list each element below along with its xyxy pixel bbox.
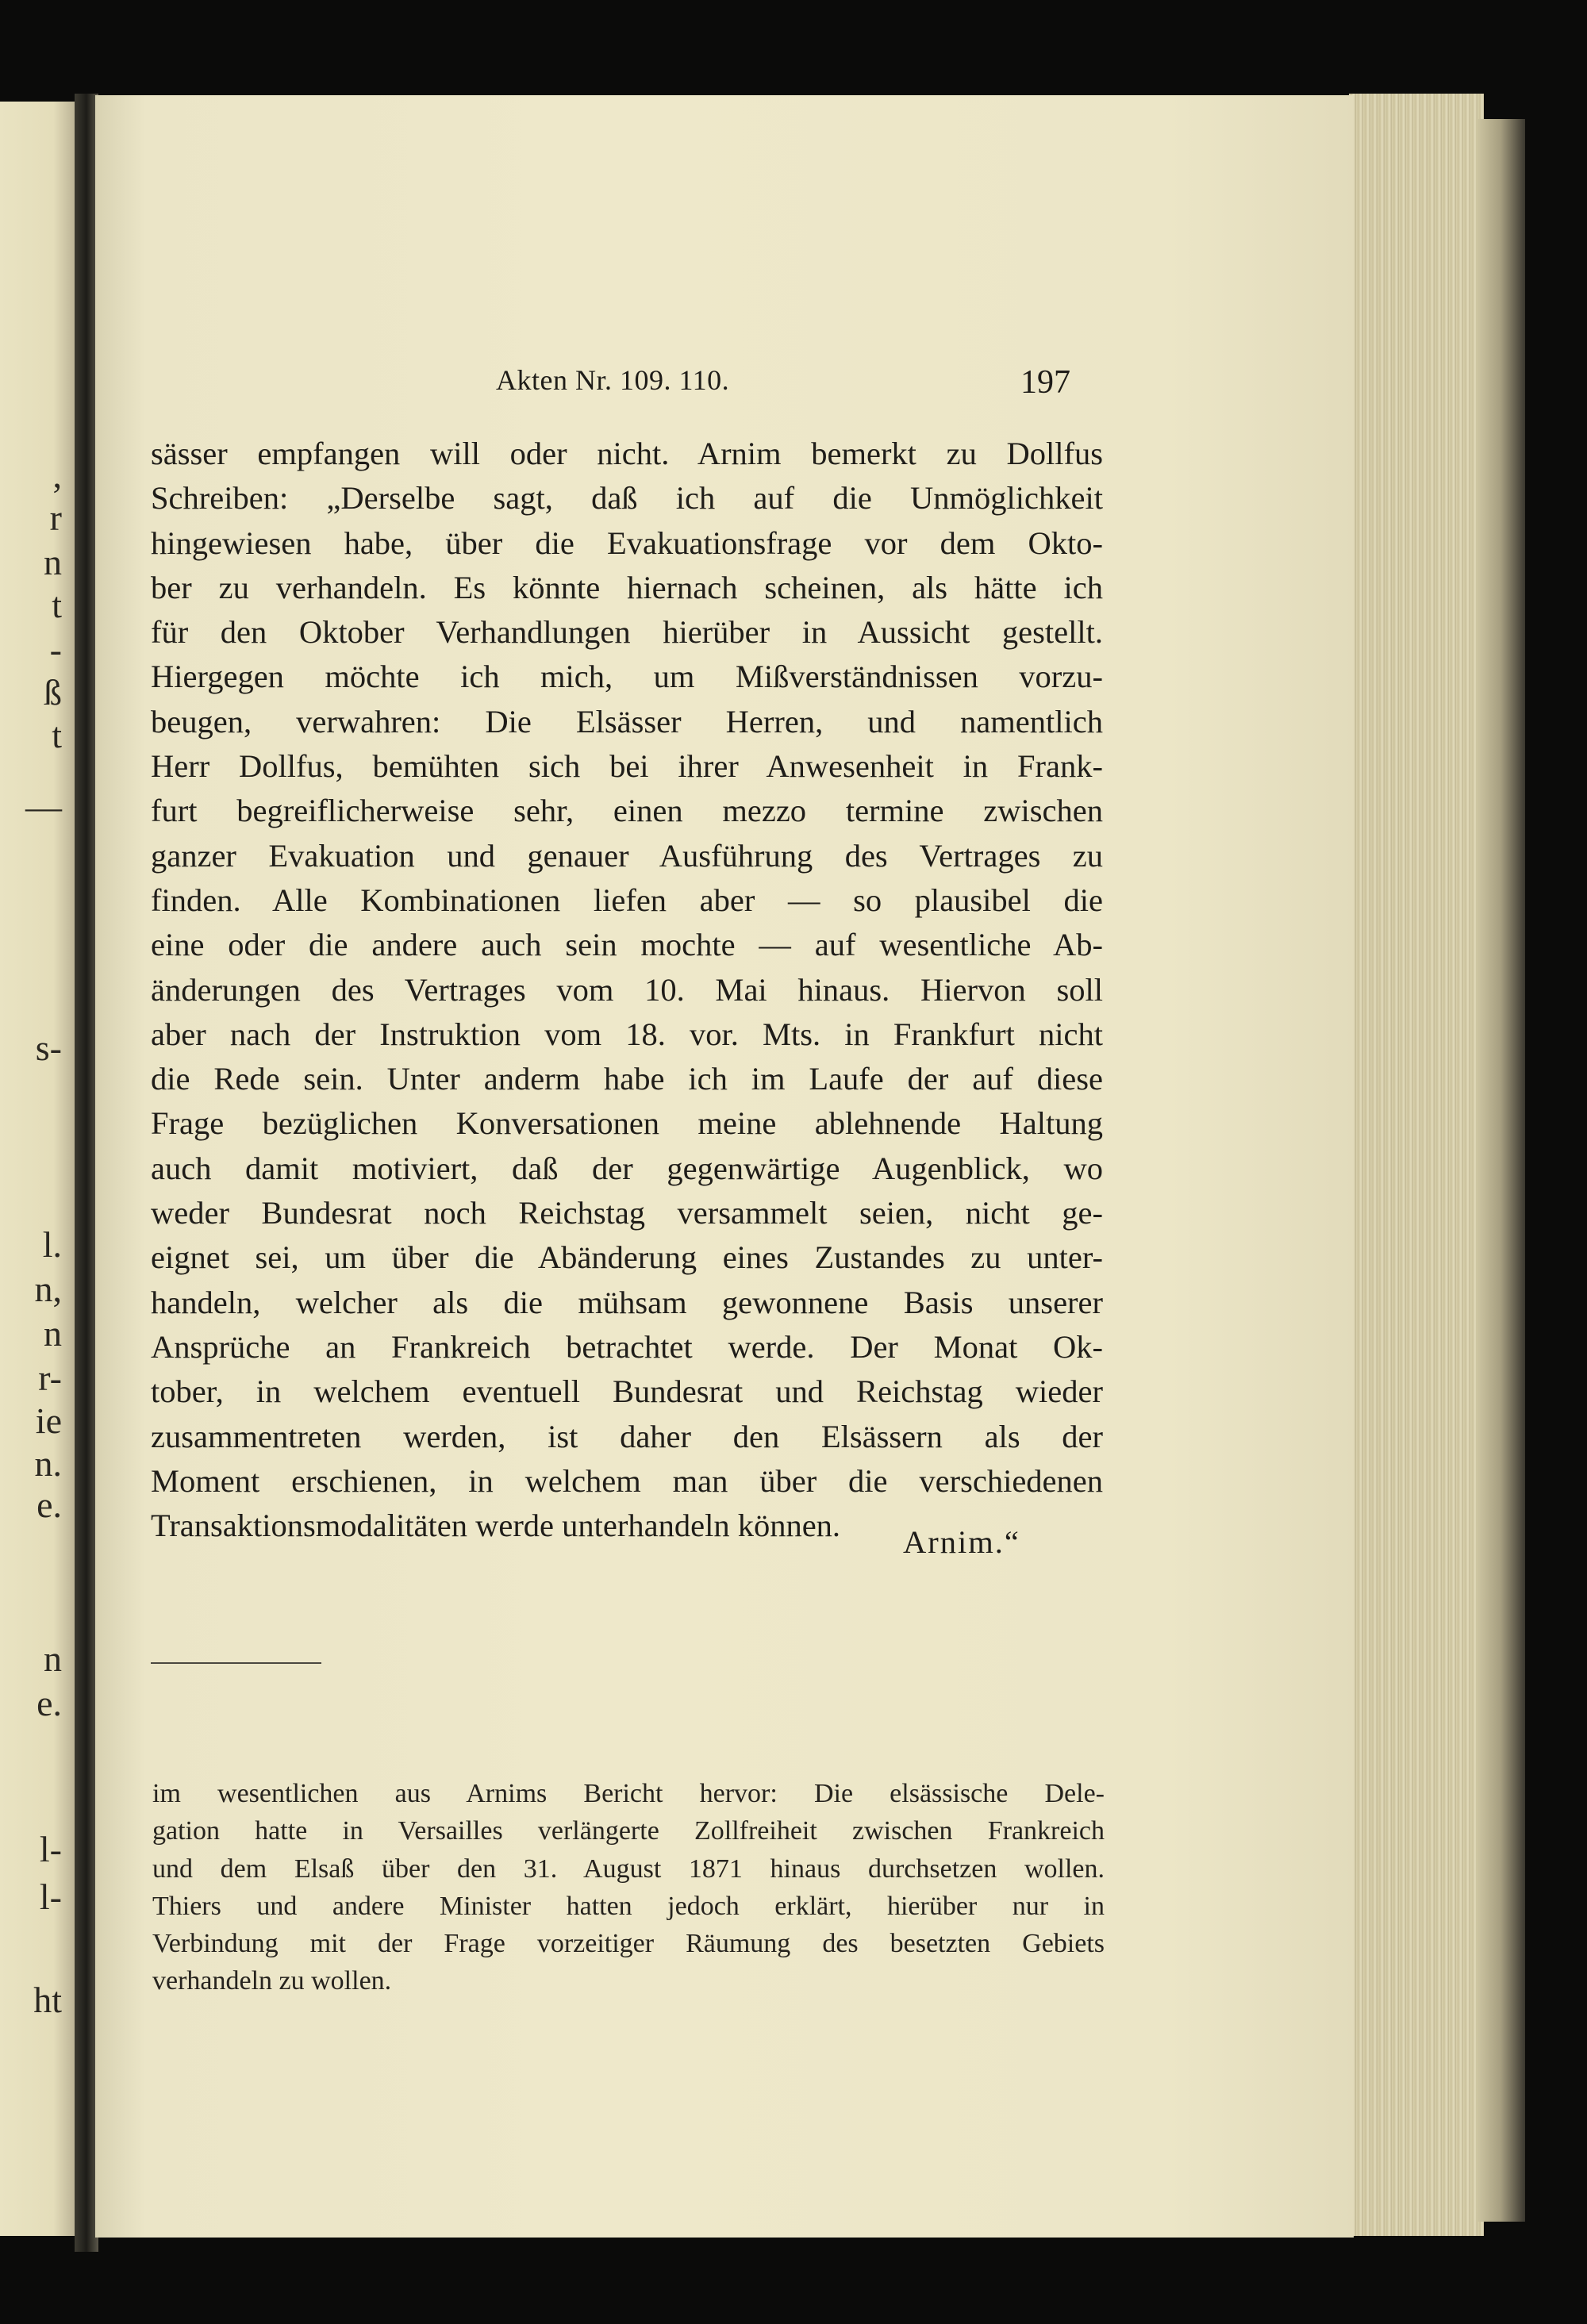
facing-page (0, 102, 76, 2236)
text-line: Herr Dollfus, bemühten sich bei ihrer Anwesenheit in Frank- (151, 748, 1103, 785)
fragment: n. (34, 1443, 62, 1484)
running-head: Akten Nr. 109. 110. (496, 364, 730, 396)
fragment: t (52, 585, 62, 625)
text-line: weder Bundesrat noch Reichstag versammelt seien, nicht ge- (151, 1195, 1103, 1231)
footnote (152, 1776, 1105, 2001)
footnote-line: Verbindung mit der Frage vorzeitiger Räumung des besetzten Gebiets (152, 1929, 1105, 1959)
page-number: 197 (1020, 364, 1070, 401)
text-line: ber zu verhandeln. Es könnte hiernach scheinen, als hätte ich (151, 569, 1103, 605)
fragment: l. (42, 1224, 62, 1265)
fragment: n (44, 1638, 62, 1679)
footnote-divider (151, 1662, 321, 1664)
footnote-line: gation hatte in Versailles verlängerte Zollfreiheit zwischen Frankreich (152, 1816, 1105, 1846)
footnote-line: Thiers und andere Minister hatten jedoch erklärt, hierüber nur in (152, 1891, 1105, 1921)
fragment: r- (38, 1358, 62, 1398)
fragment: t (52, 715, 62, 755)
fragment: n (44, 542, 62, 582)
text-line: Schreiben: „Derselbe sagt, daß ich auf die Unmöglichkeit (151, 480, 1103, 517)
fragment: ß (44, 672, 62, 713)
signature: Arnim.“ (903, 1524, 1020, 1560)
text-line: furt begreiflicherweise sehr, einen mezzo termine zwischen (151, 793, 1103, 829)
body-text (151, 432, 1103, 1548)
fragment: l- (39, 1876, 62, 1917)
text-line: ganzer Evakuation und genauer Ausführung des Vertrages zu (151, 837, 1103, 874)
text-line: für den Oktober Verhandlungen hierüber in Aussicht gestellt. (151, 614, 1103, 651)
text-line: finden. Alle Kombinationen liefen aber — so plausibel die (151, 882, 1103, 918)
text-line: eignet sei, um über die Abänderung eines Zustandes zu unter- (151, 1239, 1103, 1276)
fragment: l- (39, 1829, 62, 1869)
page-header (95, 363, 1354, 403)
text-line: Transaktionsmodalitäten werde unterhandeln können. (151, 1508, 841, 1544)
facing-page-text-fragments (0, 102, 76, 2236)
text-line: sässer empfangen will oder nicht. Arnim bemerkt zu Dollfus (151, 436, 1103, 471)
fragment: r (49, 497, 62, 538)
fragment: e. (37, 1683, 62, 1723)
text-line: Hiergegen möchte ich mich, um Mißverständnissen vorzu- (151, 659, 1103, 695)
fragment: ie (35, 1400, 62, 1441)
text-line: aber nach der Instruktion vom 18. vor. Mts. in Frankfurt nicht (151, 1016, 1103, 1052)
text-line: Ansprüche an Frankreich betrachtet werde. Der Monat Ok- (151, 1328, 1103, 1365)
footnote-line: und dem Elsaß über den 31. August 1871 hinaus durchsetzen wollen. (152, 1853, 1105, 1884)
fragment: , (52, 455, 62, 495)
book-spine (1476, 119, 1525, 2222)
text-line: handeln, welcher als die mühsam gewonnene Basis unserer (151, 1284, 1103, 1320)
text-line: Moment erschienen, in welchem man über die verschiedenen (151, 1462, 1103, 1499)
text-line: Frage bezüglichen Konversationen meine ablehnende Haltung (151, 1105, 1103, 1142)
text-line: eine oder die andere auch sein mochte — auf wesentliche Ab- (151, 927, 1103, 963)
fragment: - (49, 629, 62, 670)
fragment: ht (33, 1980, 62, 2020)
fragment: n (44, 1313, 62, 1354)
fragment: s- (35, 1028, 62, 1068)
page-edges (1349, 94, 1484, 2236)
text-line: auch damit motiviert, daß der gegenwärtige Augenblick, wo (151, 1150, 1103, 1186)
book-page (95, 95, 1354, 2238)
text-line: hingewiesen habe, über die Evakuationsfrage vor dem Okto- (151, 524, 1103, 561)
fragment: n, (34, 1269, 62, 1309)
fragment: — (25, 786, 62, 827)
text-line: beugen, verwahren: Die Elsässer Herren, und namentlich (151, 703, 1103, 739)
footnote-line: verhandeln zu wollen. (152, 1966, 392, 1996)
text-line: zusammentreten werden, ist daher den Elsässern als der (151, 1418, 1103, 1454)
text-line: die Rede sein. Unter anderm habe ich im Laufe der auf diese (151, 1061, 1103, 1097)
footnote-line: im wesentlichen aus Arnims Bericht hervor: Die elsässische Dele- (152, 1779, 1105, 1808)
text-line: tober, in welchem eventuell Bundesrat und Reichstag wieder (151, 1373, 1103, 1410)
fragment: e. (37, 1485, 62, 1525)
text-line: änderungen des Vertrages vom 10. Mai hinaus. Hiervon soll (151, 971, 1103, 1008)
